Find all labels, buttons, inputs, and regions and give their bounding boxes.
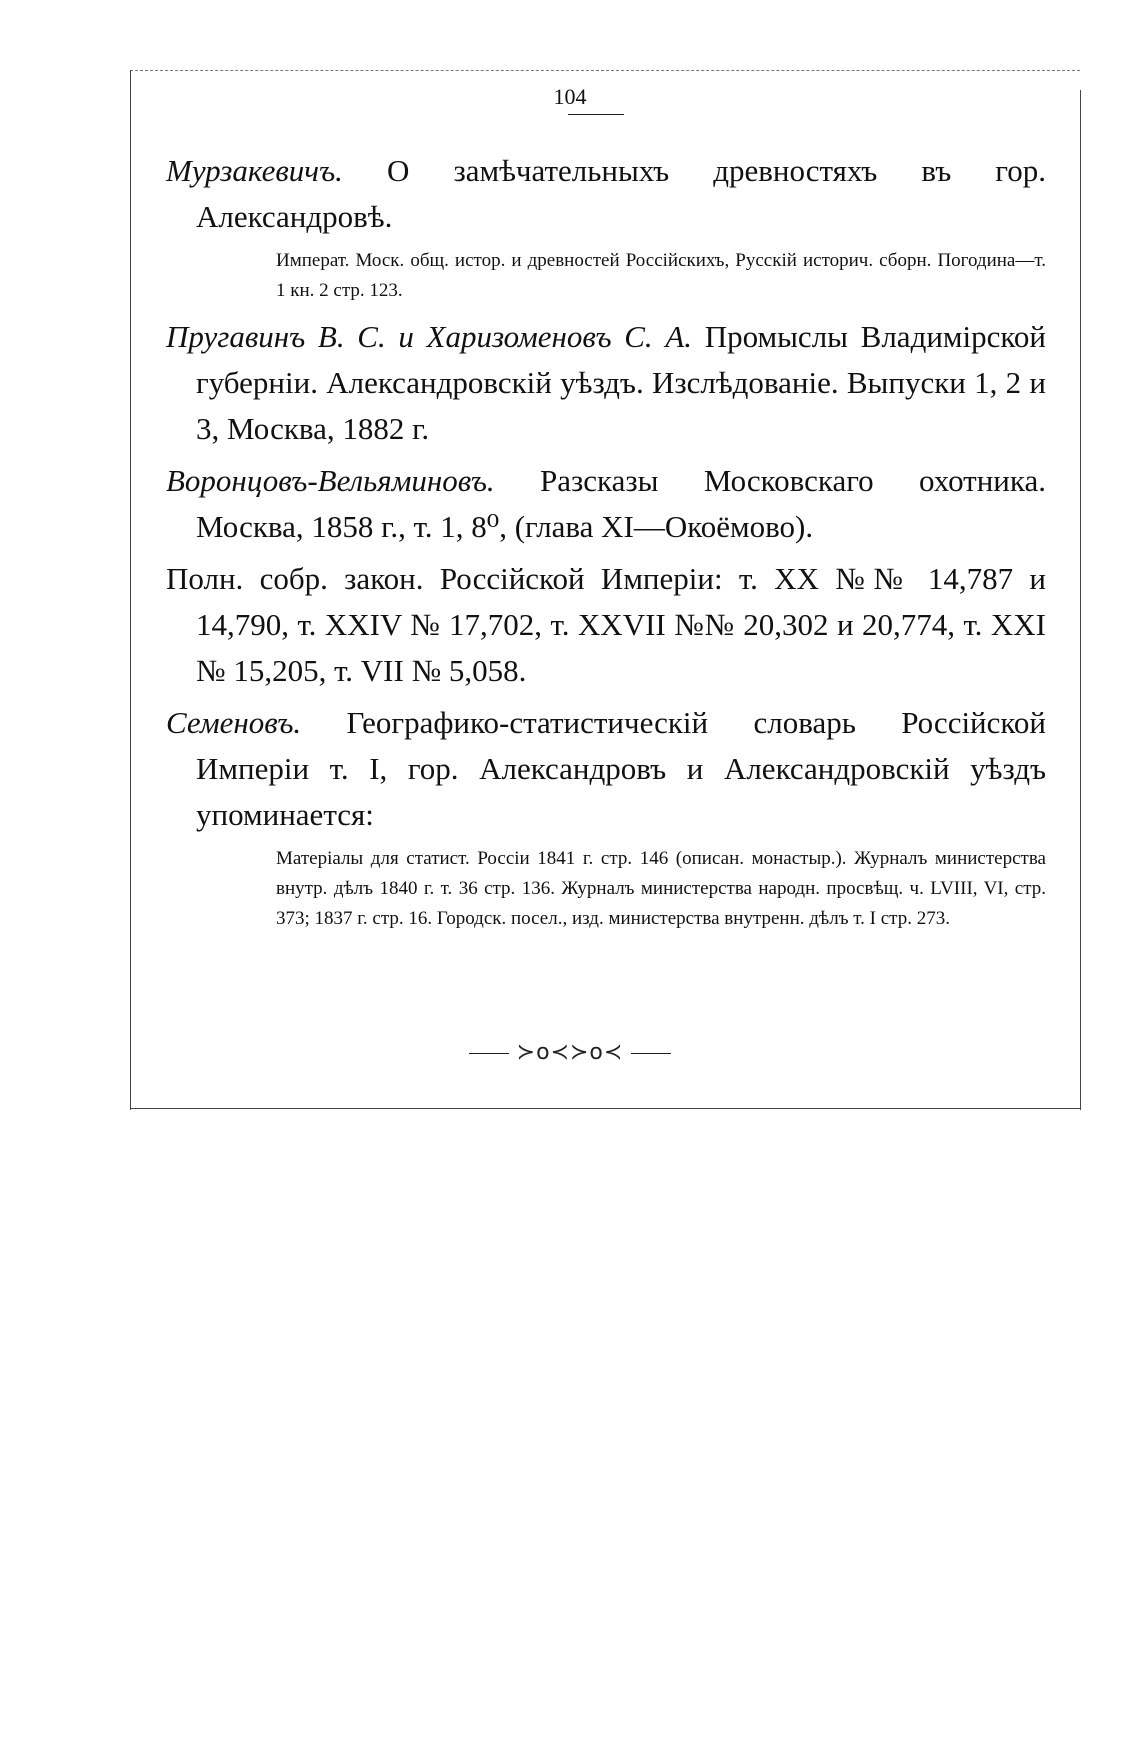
entry-note: Матеріалы для статист. Россіи 1841 г. стр. 146 (описан. монастыр.). Журналъ министерства внутр. дѣлъ 1840 г. т. 36 стр. 136. Журналъ министерства народн. просвѣщ. ч. LVIII, VI, стр. 373; 1837 г. стр. 16. Городск. посел., изд. министерства внутренн. дѣлъ т. I стр. 273. xyxy=(276,848,1046,929)
entry-author: Мурзакевичъ. xyxy=(166,153,343,188)
ornament-rule-left xyxy=(469,1053,509,1054)
entry-author: Семеновъ. xyxy=(166,705,302,740)
page-number: 104 xyxy=(553,84,587,109)
entry-author: Воронцовъ-Вельяминовъ. xyxy=(166,463,495,498)
entry-text: Промыслы Владимірской губерніи. Александровскій уѣздъ. Изслѣдованіе. Выпуски 1, 2 и 3, Москва, 1882 г. xyxy=(196,319,1046,446)
page-frame-right xyxy=(1080,90,1081,1110)
bibliography-list xyxy=(166,148,1046,942)
entry-prugavin xyxy=(166,314,1046,452)
entry-note: Императ. Моск. общ. истор. и древностей Россійскихъ, Русскій историч. сборн. Погодина—т. 1 кн. 2 стр. 123. xyxy=(276,250,1046,301)
page-number-rule xyxy=(568,114,624,115)
entry-text: Разсказы Московскаго охотника. Москва, 1858 г., т. 1, 8⁰, (глава XI—Окоёмово). xyxy=(196,463,1046,544)
entry-text: О замѣчательныхъ древностяхъ въ гор. Александровѣ. xyxy=(196,153,1046,234)
entry-text: Полн. собр. закон. Россійской Имперіи: т. XX №№ 14,787 и 14,790, т. XXIV № 17,702, т. XXVII №№ 20,302 и 20,774, т. XXI № 15,205, т. VII № 5,058. xyxy=(166,561,1046,688)
page-frame-left xyxy=(130,70,131,1110)
end-ornament xyxy=(0,1040,1140,1065)
ornament-glyph: ≻o≺≻o≺ xyxy=(516,1040,624,1065)
ornament-rule-right xyxy=(631,1053,671,1054)
entry-author: Пругавинъ В. С. и Харизоменовъ С. А. xyxy=(166,319,693,354)
page-frame-bottom xyxy=(130,1108,1080,1109)
entry-text: Географико-статистическій словарь Россійской Имперіи т. I, гор. Александровъ и Александровскій уѣздъ упоминается: xyxy=(196,705,1046,832)
page-frame-top xyxy=(130,70,1080,71)
entry-semenov xyxy=(166,700,1046,838)
entry-laws xyxy=(166,556,1046,694)
entry-murzakevich xyxy=(166,148,1046,240)
entry-vorontsov xyxy=(166,458,1046,550)
